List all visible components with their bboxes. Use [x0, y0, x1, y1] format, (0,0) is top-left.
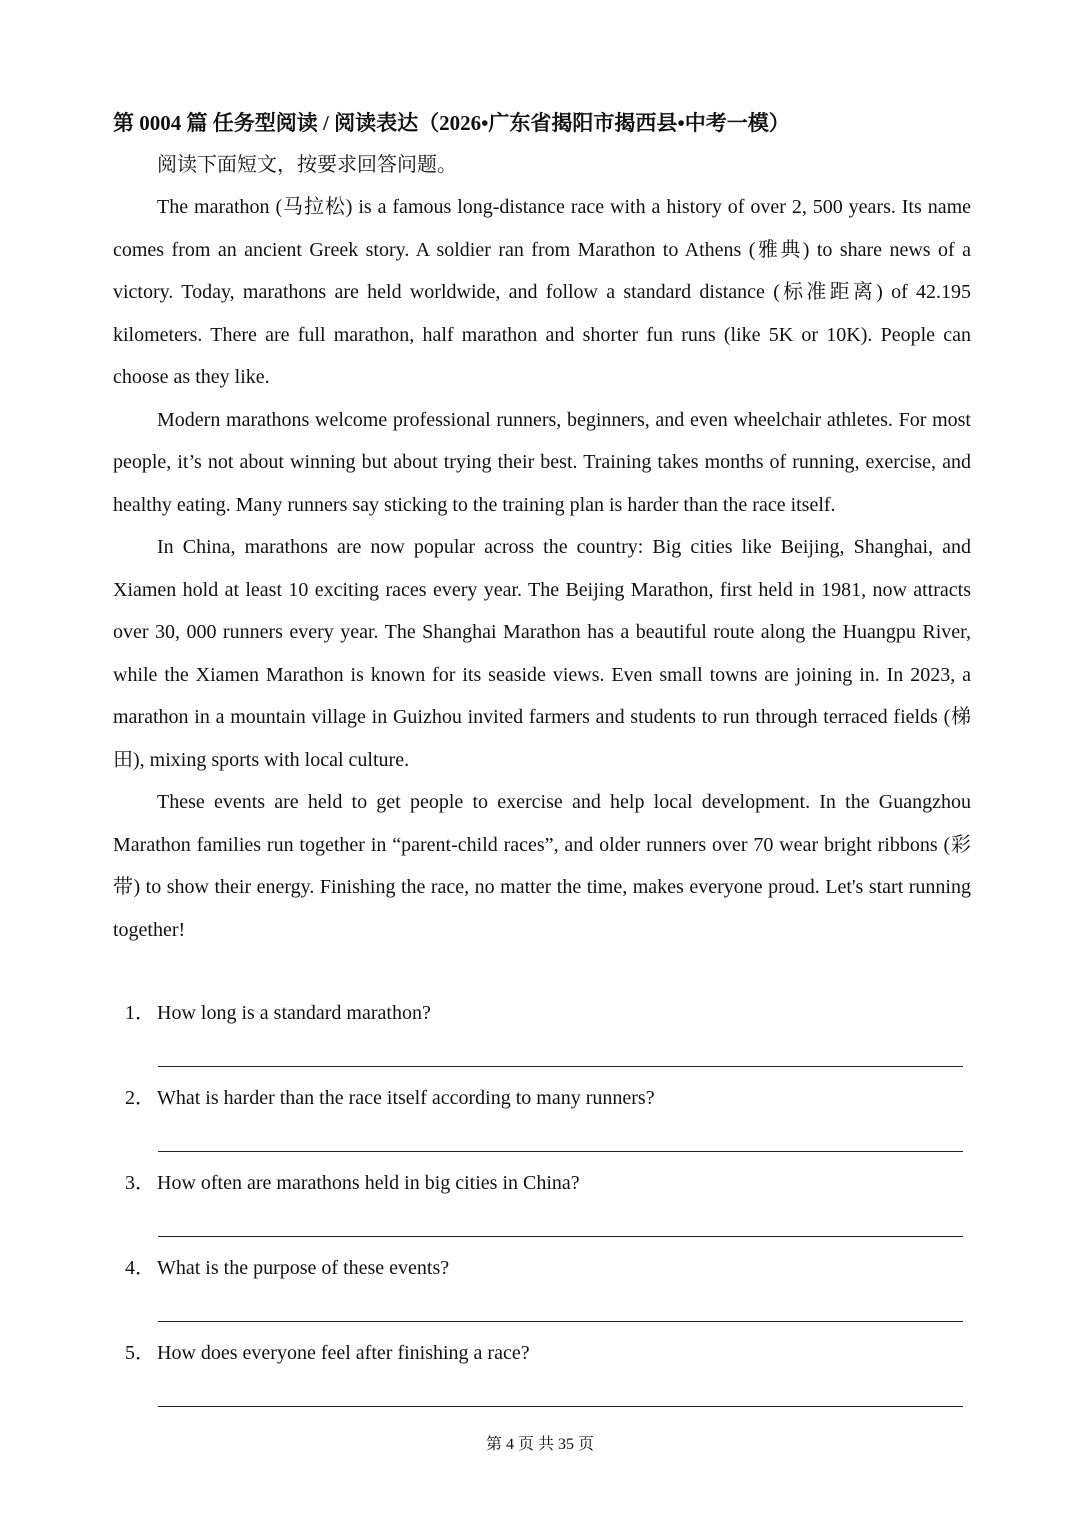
question-text: [125, 1083, 655, 1113]
question-prompt: How often are marathons held in big cities in China?: [157, 1172, 580, 1194]
question-text: [125, 1168, 580, 1198]
question-number: 5．: [125, 1342, 155, 1364]
answer-line[interactable]: [158, 1321, 963, 1322]
question-item: [113, 1247, 971, 1332]
answer-line[interactable]: [158, 1236, 963, 1237]
question-number: 2．: [125, 1087, 155, 1109]
passage-paragraph: These events are held to get people to exercise and help local development. In the Guangzhou Marathon families run together in “parent-child races”, and older runners over 70 wear bright ribbons (彩带) to show their energy. Finishing the race, no matter the time, makes everyone proud. Let's start running together!: [113, 791, 971, 941]
question-prompt: How long is a standard marathon?: [157, 1002, 431, 1024]
passage-paragraph: The marathon (马拉松) is a famous long-distance race with a history of over 2, 500 years. Its name comes from an ancient Greek story. A soldier ran from Marathon to Athens (雅典) to share news of a victory. Today, marathons are held worldwide, and follow a standard distance (标准距离) of 42.195 kilometers. There are full marathon, half marathon and shorter fun runs (like 5K or 10K). People can choose as they like.: [113, 196, 971, 388]
question-prompt: What is the purpose of these events?: [157, 1257, 450, 1279]
question-number: 1．: [125, 1002, 155, 1024]
question-number: 4．: [125, 1257, 155, 1279]
article-heading: 第 0004 篇 任务型阅读 / 阅读表达（2026•广东省揭阳市揭西县•中考一模）: [113, 111, 790, 135]
question-item: [113, 992, 971, 1077]
reading-passage: [113, 186, 971, 951]
question-text: [125, 998, 431, 1028]
question-item: [113, 1332, 971, 1417]
answer-line[interactable]: [158, 1406, 963, 1407]
answer-line[interactable]: [158, 1151, 963, 1152]
instruction-text: 阅读下面短文，按要求回答问题。: [157, 154, 457, 176]
question-item: [113, 1077, 971, 1162]
question-list: [113, 992, 971, 1417]
passage-paragraph: In China, marathons are now popular across the country: Big cities like Beijing, Shanghai, and Xiamen hold at least 10 exciting races every year. The Beijing Marathon, first held in 1981, now attracts over 30, 000 runners every year. The Shanghai Marathon has a beautiful route along the Huangpu River, while the Xiamen Marathon is known for its seaside views. Even small towns are joining in. In 2023, a marathon in a mountain village in Guizhou invited farmers and students to run through terraced fields (梯田), mixing sports with local culture.: [113, 536, 971, 771]
question-item: [113, 1162, 971, 1247]
question-number: 3．: [125, 1172, 155, 1194]
answer-line[interactable]: [158, 1066, 963, 1067]
question-prompt: How does everyone feel after finishing a race?: [157, 1342, 530, 1364]
question-prompt: What is harder than the race itself according to many runners?: [157, 1087, 655, 1109]
page-footer: 第 4 页 共 35 页: [485, 1436, 594, 1453]
passage-paragraph: Modern marathons welcome professional runners, beginners, and even wheelchair athletes. For most people, it’s not about winning but about trying their best. Training takes months of running, exercise, and healthy eating. Many runners say sticking to the training plan is harder than the race itself.: [113, 408, 971, 516]
question-text: [125, 1253, 449, 1283]
question-text: [125, 1338, 530, 1368]
